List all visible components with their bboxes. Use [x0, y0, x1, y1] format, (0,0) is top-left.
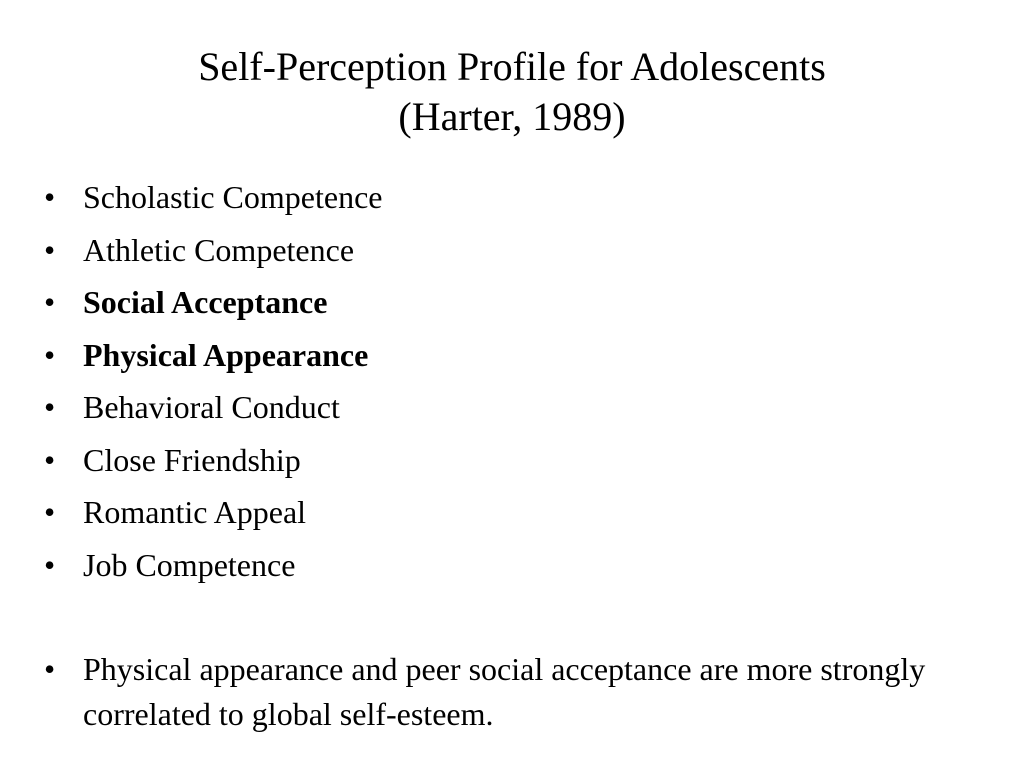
domain-list: [44, 171, 984, 591]
bullet-icon: •: [44, 546, 56, 583]
title-line-1: Self-Perception Profile for Adolescents: [198, 44, 826, 89]
bullet-icon: •: [44, 651, 56, 687]
bullet-icon: •: [44, 389, 56, 425]
domain-label: Job Competence: [83, 546, 296, 583]
summary-item: [44, 647, 984, 737]
list-item: [44, 434, 984, 487]
list-item: [44, 224, 984, 277]
bullet-icon: •: [44, 179, 56, 215]
list-item: [44, 381, 984, 434]
bullet-icon: •: [44, 284, 56, 320]
summary-list: [44, 647, 984, 737]
list-item: [44, 486, 984, 539]
domain-label: Behavioral Conduct: [83, 389, 340, 425]
domain-label: Scholastic Competence: [83, 179, 383, 215]
list-item: [44, 171, 984, 224]
list-item: [44, 276, 984, 329]
summary-text: Physical appearance and peer social acceptance are more strongly correlated to global self-esteem.: [83, 651, 926, 732]
bullet-icon: •: [44, 494, 56, 530]
domain-label: Physical Appearance: [83, 336, 369, 373]
domain-label: Romantic Appeal: [83, 494, 307, 530]
slide-title: [0, 42, 1024, 142]
title-line-2: (Harter, 1989): [398, 94, 626, 139]
domain-label: Athletic Competence: [83, 231, 355, 268]
bullet-icon: •: [44, 231, 56, 268]
bullet-icon: •: [44, 336, 56, 373]
bullet-icon: •: [44, 441, 56, 478]
domain-label: Close Friendship: [83, 441, 301, 478]
list-item: [44, 539, 984, 592]
domain-label: Social Acceptance: [83, 284, 328, 320]
list-item: [44, 329, 984, 382]
